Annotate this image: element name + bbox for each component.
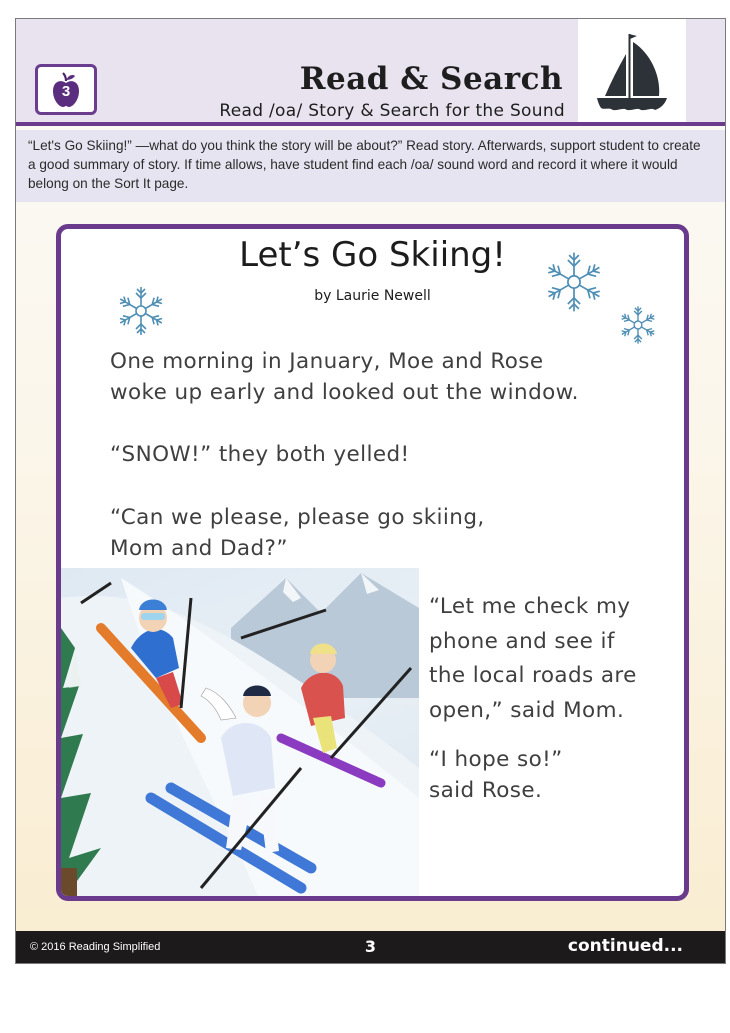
page-title: Read & Search — [299, 61, 563, 97]
lesson-badge — [35, 64, 97, 115]
page-number: 3 — [364, 937, 377, 956]
story-paragraph: “SNOW!” they both yelled! — [110, 442, 410, 467]
snowflake-icon — [114, 284, 168, 338]
sailboat-icon — [587, 26, 677, 116]
page-subtitle: Read /oa/ Story & Search for the Sound — [219, 101, 565, 121]
teacher-instructions: “Let's Go Skiing!” —what do you think the story will be about?” Read story. Afterwards, support student to create a good summary of story. If time allows, have student find each /oa/ sound word and record it where it would belong on the Sort It page. — [16, 130, 725, 202]
story-title: Let’s Go Skiing! — [239, 235, 506, 275]
continued-label: continued... — [567, 936, 683, 956]
page-footer — [16, 931, 725, 964]
story-author: by Laurie Newell — [314, 288, 431, 304]
story-paragraph: “I hope so!” said Rose. — [429, 747, 563, 803]
snowflake-icon — [541, 249, 607, 315]
worksheet-page — [15, 18, 726, 964]
snowflake-icon — [617, 304, 659, 346]
copyright-text: © 2016 Reading Simplified — [30, 941, 161, 953]
lesson-number: 3 — [61, 83, 71, 100]
page-header — [16, 19, 725, 126]
story-paragraph: “Can we please, please go skiing, Mom and Dad?” — [110, 505, 485, 561]
story-paragraph: One morning in January, Moe and Rose woke up early and looked out the window. — [110, 349, 579, 405]
sailboat-panel — [578, 19, 686, 122]
story-card — [56, 224, 689, 901]
skiing-illustration — [61, 568, 419, 901]
story-paragraph: “Let me check my phone and see if the local roads are open,” said Mom. — [429, 594, 637, 723]
